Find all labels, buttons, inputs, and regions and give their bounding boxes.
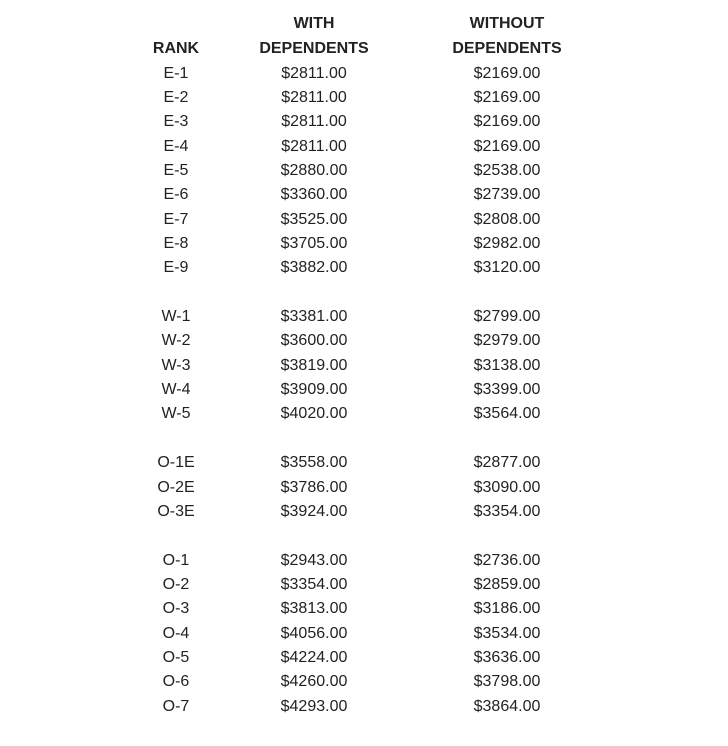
with-dependents-cell: $3354.00 xyxy=(280,575,348,593)
with-dependents-cell: $3600.00 xyxy=(280,332,348,350)
table-row xyxy=(0,110,728,134)
rank-cell: O-1E xyxy=(157,454,195,472)
table-row xyxy=(0,622,728,646)
without-dependents-cell: $3399.00 xyxy=(473,381,541,399)
without-dependents-cell: $2169.00 xyxy=(473,113,541,131)
table-row xyxy=(0,451,728,475)
without-dependents-cell: $3090.00 xyxy=(473,478,541,496)
rank-cell: W-1 xyxy=(161,308,191,325)
rank-cell: O-2 xyxy=(162,575,190,593)
header-without-dependents: DEPENDENTS xyxy=(452,40,562,57)
rank-cell: O-2E xyxy=(157,478,195,496)
without-dependents-cell: $2169.00 xyxy=(473,64,541,82)
without-dependents-cell: $2736.00 xyxy=(473,551,541,569)
rank-cell: W-3 xyxy=(161,356,191,374)
table-row xyxy=(0,329,728,353)
table-row xyxy=(0,378,728,402)
with-dependents-cell: $3819.00 xyxy=(280,356,348,374)
without-dependents-cell: $3354.00 xyxy=(473,502,541,520)
with-dependents-cell: $2943.00 xyxy=(280,551,348,569)
with-dependents-cell: $3909.00 xyxy=(280,381,348,399)
table-row xyxy=(0,476,728,500)
without-dependents-cell: $2808.00 xyxy=(473,210,541,228)
without-dependents-cell: $3186.00 xyxy=(473,600,541,618)
with-dependents-cell: $4020.00 xyxy=(280,405,348,423)
table-row xyxy=(0,695,728,719)
rank-cell: E-4 xyxy=(163,137,189,155)
rank-cell: W-2 xyxy=(161,332,191,350)
with-dependents-cell: $3381.00 xyxy=(280,308,348,325)
table-row xyxy=(0,232,728,256)
rank-cell: O-3 xyxy=(162,600,190,618)
without-dependents-cell: $2739.00 xyxy=(473,186,541,204)
without-dependents-cell: $3534.00 xyxy=(473,624,541,642)
with-dependents-cell: $2811.00 xyxy=(281,64,347,82)
table-row xyxy=(0,256,728,280)
with-dependents-cell: $3558.00 xyxy=(280,454,348,472)
header-with-dependents: DEPENDENTS xyxy=(259,40,369,57)
rank-cell: O-3E xyxy=(157,502,195,520)
rank-cell: E-3 xyxy=(163,113,189,131)
with-dependents-cell: $4260.00 xyxy=(280,673,348,691)
rank-cell: O-1 xyxy=(162,551,190,569)
with-dependents-cell: $3360.00 xyxy=(280,186,348,204)
rank-cell: E-9 xyxy=(163,259,189,277)
table-row xyxy=(0,86,728,110)
without-dependents-cell: $3564.00 xyxy=(473,405,541,423)
rank-cell: E-6 xyxy=(163,186,189,204)
table-row xyxy=(0,354,728,378)
with-dependents-cell: $2811.00 xyxy=(281,113,347,131)
with-dependents-cell: $2811.00 xyxy=(281,137,347,155)
rank-cell: O-7 xyxy=(162,697,190,715)
rank-cell: E-5 xyxy=(163,161,189,179)
table-row xyxy=(0,646,728,670)
rank-cell: E-7 xyxy=(163,210,189,228)
header-rank: RANK xyxy=(152,40,200,57)
rank-cell: O-4 xyxy=(162,624,190,642)
table-row xyxy=(0,670,728,694)
rank-cell: O-5 xyxy=(162,648,190,666)
table-row xyxy=(0,549,728,573)
without-dependents-cell: $3636.00 xyxy=(473,648,541,666)
rank-cell: W-4 xyxy=(161,381,191,399)
without-dependents-cell: $2859.00 xyxy=(473,575,541,593)
rank-cell: E-1 xyxy=(163,64,189,82)
with-dependents-cell: $3525.00 xyxy=(280,210,348,228)
rank-cell: E-2 xyxy=(163,88,189,106)
with-dependents-cell: $3705.00 xyxy=(280,234,348,252)
with-dependents-cell: $4224.00 xyxy=(280,648,348,666)
without-dependents-cell: $3138.00 xyxy=(473,356,541,374)
table-row xyxy=(0,597,728,621)
table-row xyxy=(0,183,728,207)
without-dependents-cell: $2877.00 xyxy=(473,454,541,472)
with-dependents-cell: $4056.00 xyxy=(280,624,348,642)
without-dependents-cell: $3798.00 xyxy=(473,673,541,691)
with-dependents-cell: $2880.00 xyxy=(280,161,348,179)
table-row xyxy=(0,208,728,232)
table-row xyxy=(0,62,728,86)
without-dependents-cell: $2169.00 xyxy=(473,88,541,106)
table-row xyxy=(0,159,728,183)
with-dependents-cell: $3882.00 xyxy=(280,259,348,277)
header-without-line-1: WITHOUT xyxy=(469,15,545,32)
table-row xyxy=(0,573,728,597)
table-header-line-2 xyxy=(0,37,728,61)
without-dependents-cell: $2169.00 xyxy=(473,137,541,155)
without-dependents-cell: $2799.00 xyxy=(473,308,541,325)
table-row xyxy=(0,305,728,329)
rank-cell: O-6 xyxy=(162,673,190,691)
table-row xyxy=(0,402,728,426)
with-dependents-cell: $3924.00 xyxy=(280,502,348,520)
without-dependents-cell: $2538.00 xyxy=(473,161,541,179)
without-dependents-cell: $3120.00 xyxy=(473,259,541,277)
with-dependents-cell: $4293.00 xyxy=(280,697,348,715)
table-row xyxy=(0,500,728,524)
with-dependents-cell: $3786.00 xyxy=(280,478,348,496)
without-dependents-cell: $2979.00 xyxy=(473,332,541,350)
without-dependents-cell: $2982.00 xyxy=(473,234,541,252)
table-header-line-1 xyxy=(0,12,728,36)
with-dependents-cell: $2811.00 xyxy=(281,88,347,106)
rank-cell: W-5 xyxy=(161,405,191,423)
header-with-line-1: WITH xyxy=(293,15,335,32)
with-dependents-cell: $3813.00 xyxy=(280,600,348,618)
table-row xyxy=(0,135,728,159)
rank-cell: E-8 xyxy=(163,234,189,252)
without-dependents-cell: $3864.00 xyxy=(473,697,541,715)
